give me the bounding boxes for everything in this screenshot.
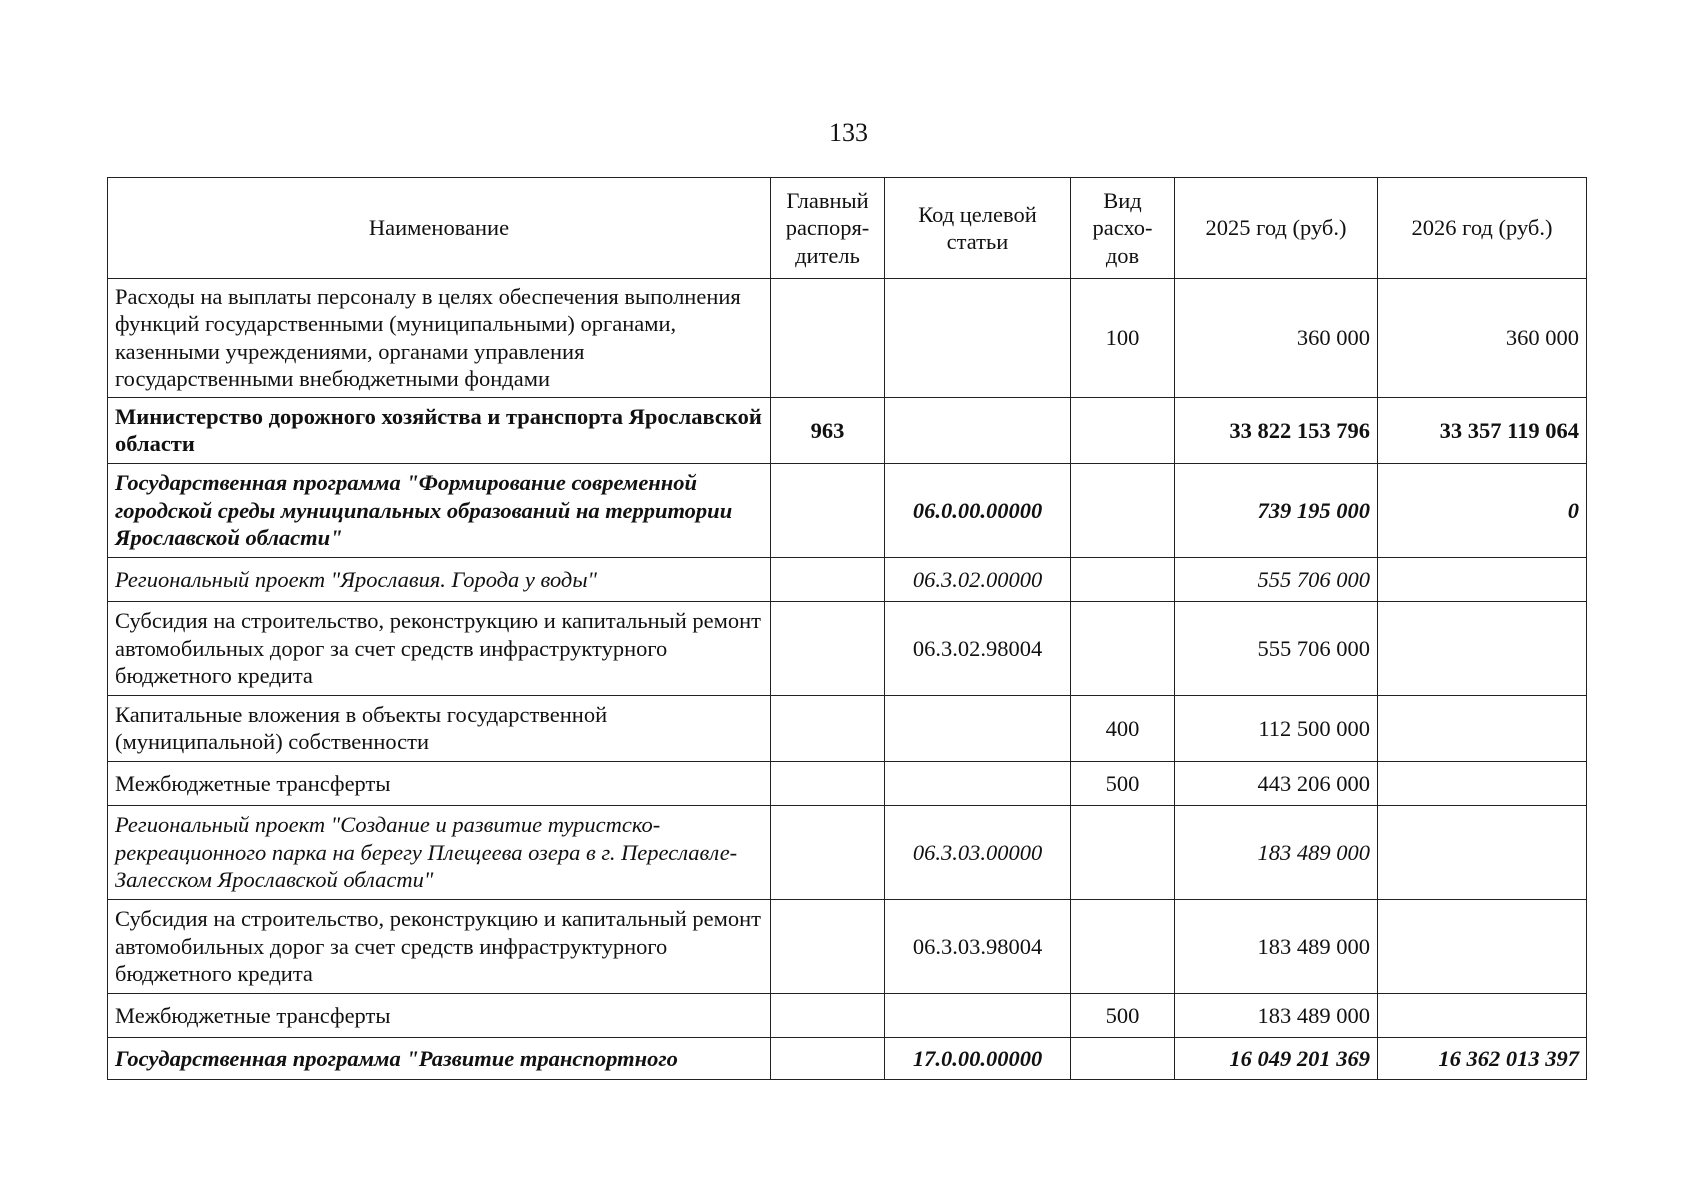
- cell-name: Министерство дорожного хозяйства и транспорта Ярославской области: [108, 397, 771, 463]
- cell-2026: [1378, 695, 1587, 761]
- cell-2025: 360 000: [1175, 279, 1378, 398]
- table-row: [108, 695, 1587, 761]
- table-header-row: [108, 178, 1587, 279]
- cell-expense-type: [1071, 601, 1175, 695]
- cell-2026: [1378, 557, 1587, 601]
- table-row: [108, 463, 1587, 557]
- table-row: [108, 557, 1587, 601]
- cell-code: [885, 695, 1071, 761]
- header-expense-type: Вид расхо-дов: [1071, 178, 1175, 279]
- table-row: [108, 993, 1587, 1037]
- cell-2025: 555 706 000: [1175, 601, 1378, 695]
- table-row: [108, 397, 1587, 463]
- cell-expense-type: [1071, 463, 1175, 557]
- cell-manager: [771, 695, 885, 761]
- cell-manager: [771, 993, 885, 1037]
- cell-2025: 443 206 000: [1175, 761, 1378, 805]
- cell-expense-type: [1071, 899, 1175, 993]
- cell-name: Субсидия на строительство, реконструкцию и капитальный ремонт автомобильных дорог за счет средств инфраструктурного бюджетного кредита: [108, 899, 771, 993]
- table-row: [108, 899, 1587, 993]
- cell-expense-type: [1071, 805, 1175, 899]
- table-row: [108, 279, 1587, 398]
- cell-expense-type: 100: [1071, 279, 1175, 398]
- cell-name: Государственная программа "Развитие транспортного: [108, 1037, 771, 1079]
- cell-code: 06.3.02.98004: [885, 601, 1071, 695]
- cell-name: Государственная программа "Формирование современной городской среды муниципальных образований на территории Ярославской области": [108, 463, 771, 557]
- cell-2026: 16 362 013 397: [1378, 1037, 1587, 1079]
- cell-code: 06.3.03.98004: [885, 899, 1071, 993]
- header-manager: Главный распоря-дитель: [771, 178, 885, 279]
- table-row: [108, 805, 1587, 899]
- cell-2025: 112 500 000: [1175, 695, 1378, 761]
- cell-code: [885, 397, 1071, 463]
- cell-expense-type: 500: [1071, 761, 1175, 805]
- table-body: [108, 279, 1587, 1080]
- cell-manager: [771, 761, 885, 805]
- cell-name: Субсидия на строительство, реконструкцию и капитальный ремонт автомобильных дорог за счет средств инфраструктурного бюджетного кредита: [108, 601, 771, 695]
- cell-2026: 360 000: [1378, 279, 1587, 398]
- table-row: [108, 761, 1587, 805]
- budget-table: [107, 177, 1587, 1080]
- cell-2026: [1378, 993, 1587, 1037]
- cell-name: Расходы на выплаты персоналу в целях обеспечения выполнения функций государственными (муниципальными) органами, казенными учреждениями, органами управления государственными внебюджетными фондами: [108, 279, 771, 398]
- cell-2025: 183 489 000: [1175, 899, 1378, 993]
- cell-code: [885, 761, 1071, 805]
- table-row: [108, 601, 1587, 695]
- cell-2026: [1378, 805, 1587, 899]
- cell-manager: [771, 463, 885, 557]
- cell-code: 06.3.03.00000: [885, 805, 1071, 899]
- cell-2025: 555 706 000: [1175, 557, 1378, 601]
- cell-name: Капитальные вложения в объекты государственной (муниципальной) собственности: [108, 695, 771, 761]
- header-2026: 2026 год (руб.): [1378, 178, 1587, 279]
- cell-name: Межбюджетные трансферты: [108, 761, 771, 805]
- header-2025: 2025 год (руб.): [1175, 178, 1378, 279]
- cell-code: 17.0.00.00000: [885, 1037, 1071, 1079]
- cell-2025: 33 822 153 796: [1175, 397, 1378, 463]
- cell-expense-type: [1071, 1037, 1175, 1079]
- cell-name: Региональный проект "Создание и развитие туристско-рекреационного парка на берегу Плещеева озера в г. Переславле-Залесском Ярославской области": [108, 805, 771, 899]
- cell-2025: 16 049 201 369: [1175, 1037, 1378, 1079]
- cell-name: Межбюджетные трансферты: [108, 993, 771, 1037]
- cell-manager: [771, 279, 885, 398]
- cell-2026: [1378, 899, 1587, 993]
- cell-expense-type: [1071, 557, 1175, 601]
- cell-manager: [771, 557, 885, 601]
- cell-2026: 33 357 119 064: [1378, 397, 1587, 463]
- cell-expense-type: 400: [1071, 695, 1175, 761]
- cell-manager: [771, 805, 885, 899]
- cell-2025: 739 195 000: [1175, 463, 1378, 557]
- cell-2026: 0: [1378, 463, 1587, 557]
- cell-2026: [1378, 761, 1587, 805]
- cell-expense-type: [1071, 397, 1175, 463]
- cell-code: [885, 279, 1071, 398]
- cell-code: 06.0.00.00000: [885, 463, 1071, 557]
- cell-manager: [771, 1037, 885, 1079]
- header-name: Наименование: [108, 178, 771, 279]
- cell-code: [885, 993, 1071, 1037]
- cell-2025: 183 489 000: [1175, 805, 1378, 899]
- table-row: [108, 1037, 1587, 1079]
- cell-expense-type: 500: [1071, 993, 1175, 1037]
- cell-2025: 183 489 000: [1175, 993, 1378, 1037]
- cell-manager: 963: [771, 397, 885, 463]
- cell-manager: [771, 899, 885, 993]
- page-number: 133: [829, 118, 868, 147]
- cell-2026: [1378, 601, 1587, 695]
- header-code: Код целевой статьи: [885, 178, 1071, 279]
- cell-code: 06.3.02.00000: [885, 557, 1071, 601]
- cell-manager: [771, 601, 885, 695]
- cell-name: Региональный проект "Ярославия. Города у воды": [108, 557, 771, 601]
